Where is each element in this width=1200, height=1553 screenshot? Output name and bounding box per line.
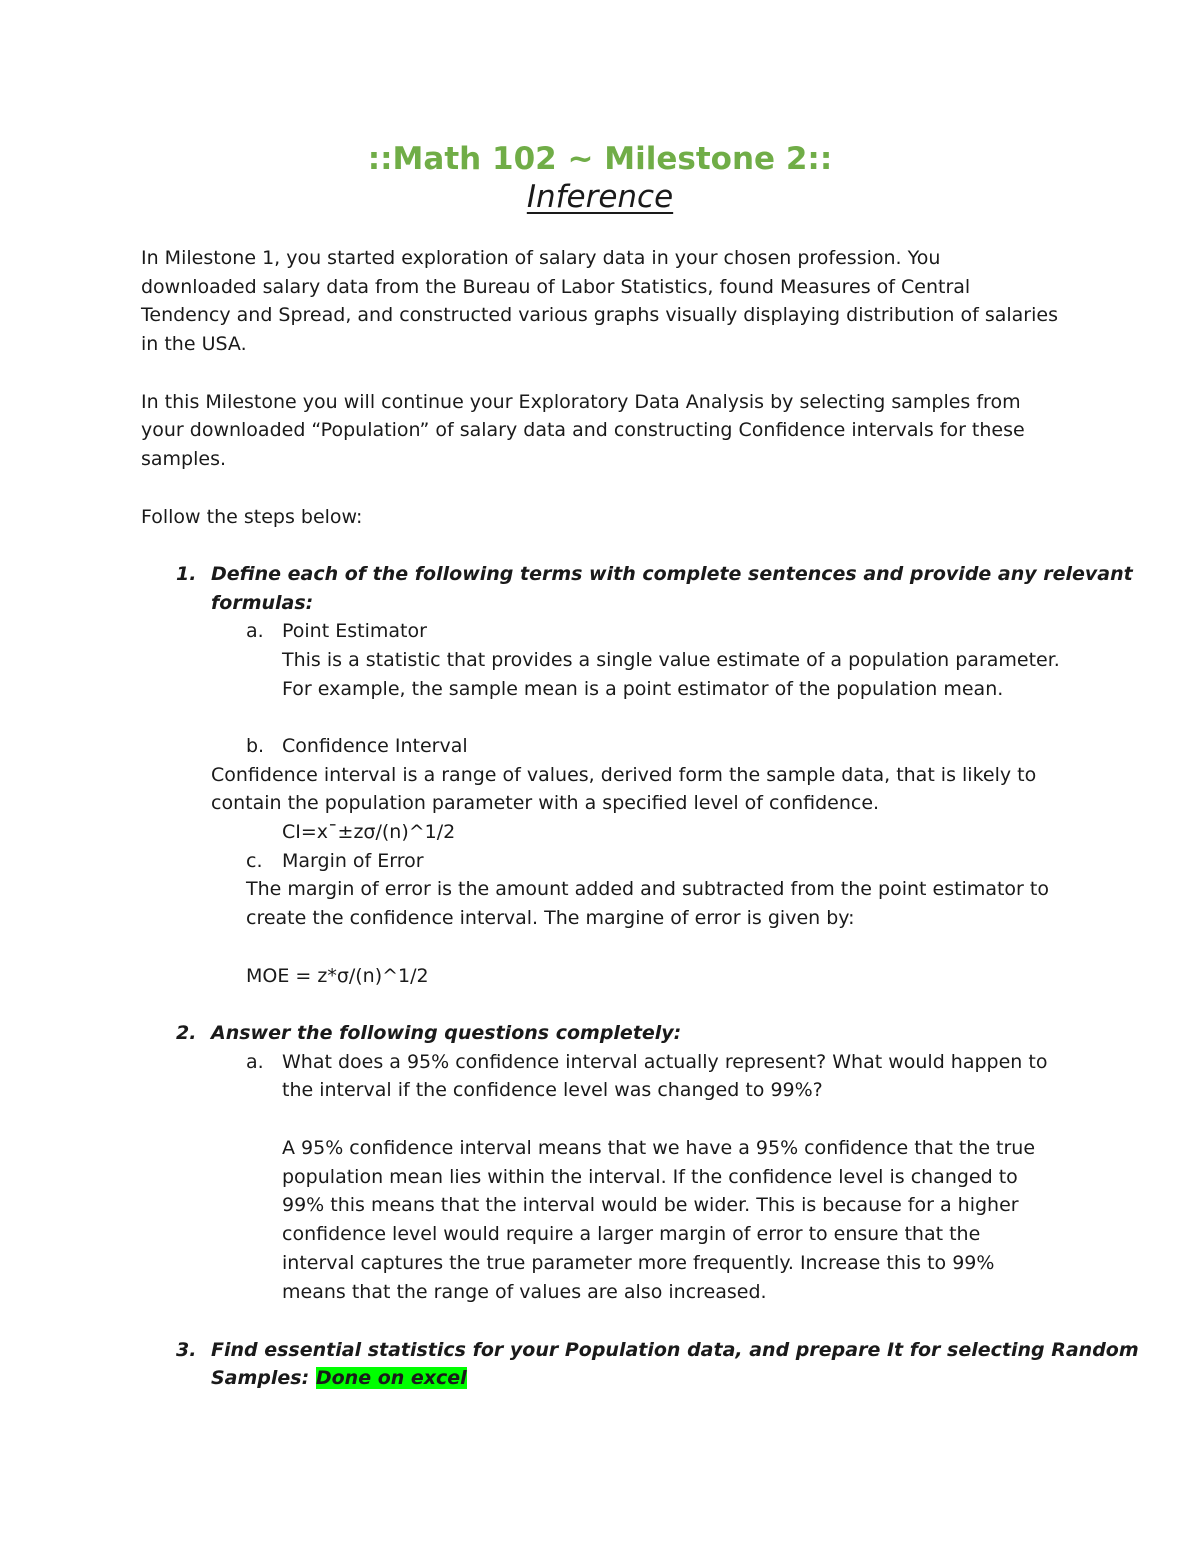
step1-a-marker: a. bbox=[246, 620, 264, 642]
step1-b-formula: CI=x¯±zσ/(n)^1/2 bbox=[282, 821, 456, 843]
step1-b-term: Confidence Interval bbox=[282, 735, 468, 757]
step1-a-term: Point Estimator bbox=[282, 620, 427, 642]
intro-p3-line: Follow the steps below: bbox=[141, 506, 363, 528]
step1-c-term: Margin of Error bbox=[282, 850, 424, 872]
step1-heading-line: Define each of the following terms with complete sentences and provide any relevant bbox=[211, 563, 1133, 585]
step1-a-answer-line: This is a statistic that provides a single value estimate of a population parameter. bbox=[282, 649, 1060, 671]
step1-c-marker: c. bbox=[246, 850, 263, 872]
intro-p1-line: Tendency and Spread, and constructed various graphs visually displaying distribution of salaries bbox=[141, 304, 1058, 326]
step2-a-question-line: What does a 95% confidence interval actually represent? What would happen to bbox=[282, 1051, 1048, 1073]
step3-number: 3. bbox=[176, 1339, 197, 1361]
intro-p1-line: In Milestone 1, you started exploration of salary data in your chosen profession. You bbox=[141, 247, 941, 269]
step2-heading: Answer the following questions completely: bbox=[211, 1022, 682, 1044]
step2-a-marker: a. bbox=[246, 1051, 264, 1073]
intro-p2-line: your downloaded “Population” of salary data and constructing Confidence intervals for these bbox=[141, 419, 1025, 441]
step3-heading-line: Find essential statistics for your Population data, and prepare It for selecting Random bbox=[211, 1339, 1139, 1361]
step1-heading-line: formulas: bbox=[211, 592, 314, 614]
step2-a-answer-line: means that the range of values are also increased. bbox=[282, 1281, 767, 1303]
intro-p2-line: In this Milestone you will continue your Exploratory Data Analysis by selecting samples from bbox=[141, 391, 1021, 413]
step2-a-answer-line: confidence level would require a larger margin of error to ensure that the bbox=[282, 1223, 981, 1245]
step3-heading-line-2 bbox=[211, 1364, 467, 1393]
step1-c-answer-line: The margin of error is the amount added and subtracted from the point estimator to bbox=[246, 878, 1049, 900]
step2-a-question-line: the interval if the confidence level was changed to 99%? bbox=[282, 1079, 823, 1101]
step2-a-answer-line: A 95% confidence interval means that we have a 95% confidence that the true bbox=[282, 1137, 1036, 1159]
intro-p2-line: samples. bbox=[141, 448, 227, 470]
document-title: ::Math 102 ~ Milestone 2:: bbox=[367, 141, 833, 177]
step3-heading-tail: Samples: bbox=[211, 1367, 310, 1389]
intro-p1-line: in the USA. bbox=[141, 333, 247, 355]
step2-a-answer-line: interval captures the true parameter more frequently. Increase this to 99% bbox=[282, 1252, 995, 1274]
intro-p1-line: downloaded salary data from the Bureau of Labor Statistics, found Measures of Central bbox=[141, 276, 971, 298]
step1-b-answer-line: contain the population parameter with a specified level of confidence. bbox=[211, 792, 880, 814]
step1-a-answer-line: For example, the sample mean is a point estimator of the population mean. bbox=[282, 678, 1004, 700]
step1-number: 1. bbox=[176, 563, 197, 585]
done-on-excel-highlight: Done on excel bbox=[315, 1367, 467, 1389]
step1-c-formula: MOE = z*σ/(n)^1/2 bbox=[246, 965, 429, 987]
step1-b-answer-line: Confidence interval is a range of values, derived form the sample data, that is likely to bbox=[211, 764, 1037, 786]
document-subtitle: Inference bbox=[526, 179, 674, 215]
step1-c-answer-line: create the confidence interval. The margine of error is given by: bbox=[246, 907, 855, 929]
step2-number: 2. bbox=[176, 1022, 197, 1044]
step2-a-answer-line: population mean lies within the interval. If the confidence level is changed to bbox=[282, 1166, 1018, 1188]
step1-b-marker: b. bbox=[246, 735, 265, 757]
step2-a-answer-line: 99% this means that the interval would be wider. This is because for a higher bbox=[282, 1194, 1019, 1216]
